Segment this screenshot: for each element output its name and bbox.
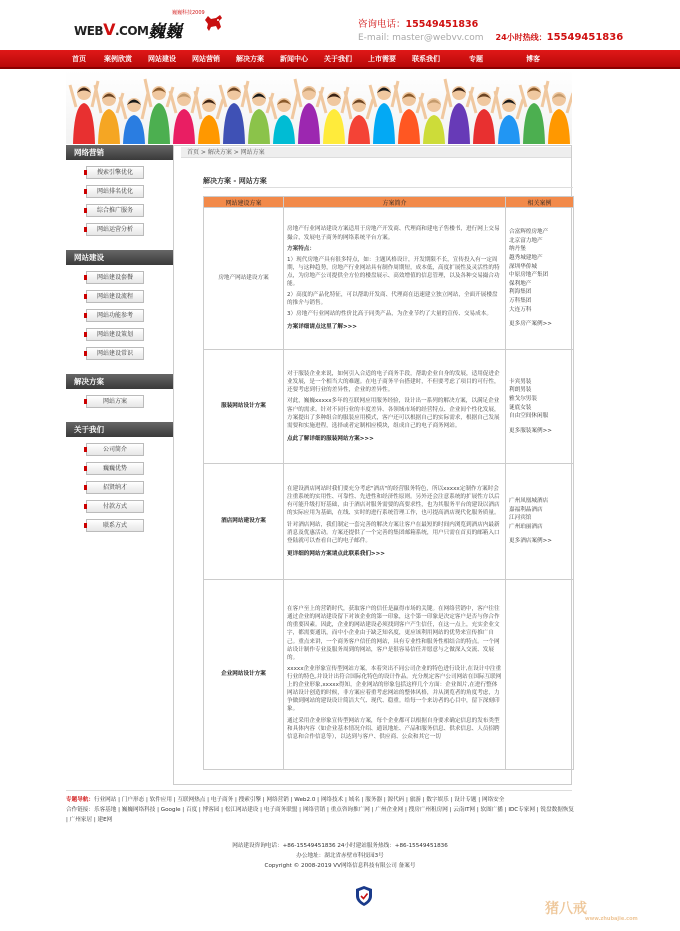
nav-item[interactable]: 网站营销 — [192, 55, 220, 63]
footer-copyright: Copyright © 2008-2019 VV网络信息科技有限公司 备案号 — [264, 862, 416, 869]
header — [0, 0, 680, 50]
sidebar-section-title: 解决方案 — [66, 374, 173, 389]
sidebar-item[interactable]: 网站建设常识 — [86, 347, 144, 360]
solutions-table — [203, 196, 574, 770]
solution-detail-link[interactable]: 更详细的网站方案请点此联系我们>>> — [287, 550, 385, 557]
footer-links — [66, 796, 576, 825]
summary-paragraph: 2）高度的产品化特征，可以帮助开发商、代理商在迅速建立独立网站，全面开展楼盘的推介与销售。 — [287, 292, 498, 307]
header-cases: 相关案例 — [506, 197, 574, 208]
case-link[interactable]: 万科集团 — [509, 298, 532, 305]
solution-summary — [284, 350, 506, 464]
case-link[interactable]: 保利地产 — [509, 280, 532, 287]
table-row — [204, 580, 574, 770]
solution-name[interactable]: 房地产网站建设方案 — [204, 208, 284, 350]
site-logo[interactable] — [74, 8, 234, 44]
sidebar-item[interactable]: 网站方案 — [86, 395, 144, 408]
nav-item[interactable]: 关于我们 — [324, 55, 352, 63]
nav-item[interactable]: 上市需要 — [368, 55, 396, 63]
sidebar — [66, 145, 174, 785]
table-row — [204, 464, 574, 580]
nav-item[interactable]: 网站建设 — [148, 55, 176, 63]
hotline-phone: 15549451836 — [546, 32, 624, 43]
main-nav — [0, 50, 680, 69]
breadcrumb[interactable]: 首页 > 解决方案 > 网站方案 — [181, 147, 571, 158]
sidebar-item[interactable]: 网站建设套餐 — [86, 271, 144, 284]
case-link[interactable]: 越秀城建地产 — [509, 254, 543, 261]
case-link[interactable]: 卡宾男装 — [509, 378, 532, 385]
consult-phone: 咨询电话：15549451836 — [358, 19, 479, 30]
table-row — [204, 350, 574, 464]
sidebar-item[interactable]: 网站功能参考 — [86, 309, 144, 322]
sidebar-section-title: 关于我们 — [66, 422, 173, 437]
summary-paragraph: 在建设酒店网站时我们要充分考虑"酒店"的经营服务特色，所以xxxxx定制作方案时会注重系统的实用性、可靠性、先进性和经济性原则。另外还会注意系统的扩展性方以后有可能升级打好基础，由于酒店对服务需要的高要求性，也为其服务平台的建设以酒店的实际应用为基础，在线、实时的进行系统管理工作，也可提高酒店现代化服务质量。 — [287, 486, 500, 517]
related-cases — [506, 208, 574, 350]
related-cases — [506, 350, 574, 464]
ox-logo-icon — [202, 10, 226, 34]
sidebar-list — [66, 265, 173, 374]
sidebar-section-title: 网络营销 — [66, 145, 173, 160]
contact-line — [358, 32, 623, 43]
more-cases-link[interactable]: 更多酒店案例>> — [509, 538, 552, 545]
case-link[interactable]: 利海集团 — [509, 289, 532, 296]
summary-paragraph: 方案特点： — [287, 245, 315, 252]
sidebar-item[interactable]: 招贤纳才 — [86, 481, 144, 494]
solution-name[interactable]: 企业网站设计方案 — [204, 580, 284, 770]
solution-name[interactable]: 酒店网站建设方案 — [204, 464, 284, 580]
footer-divider — [66, 790, 572, 791]
case-link[interactable]: 利朗男装 — [509, 387, 532, 394]
related-cases — [506, 580, 574, 770]
logo-subtitle: 巍巍科技2009 — [172, 10, 205, 16]
summary-paragraph: 1）现代房地产具有很多特点，如：主题风格设计，开发期限不长，宣传投入有一定周期，与这种趋势，房地产行业网站具有制作周期短，成本低，高度扩展性及灵活性的特点，为房地产公司提供全方位的楼盘展示、高效增值的信息管理，以及各种交易撮合功能。 — [287, 256, 500, 288]
summary-paragraph: 针对酒店网站，我们制定一套完善的解决方案让客户在最短的时间内浏览到酒店内最新消息及优惠活动。方案还提供了一个完善的集团邮箱系统，用户只需在首页的邮箱入口登陆就可以查看自己的电子邮件。 — [287, 521, 500, 544]
sidebar-list — [66, 160, 173, 250]
sidebar-item[interactable]: 联系方式 — [86, 519, 144, 532]
footer-address: 办公地址：湖北省赤壁市科技园3号 — [296, 852, 384, 859]
banner-people-image — [66, 71, 572, 144]
more-cases-link[interactable]: 更多房产案例>> — [509, 321, 552, 328]
solution-summary — [284, 208, 506, 350]
summary-paragraph: 在客户至上的营销时代，获取客户的信任是赢得市场的关键。在网络营销中，客户往往通过企业的网站建设留下对该企业的第一印象，这个第一印象是决定客户是否与你合作的重要因素。因此，企业的网站建设必须找到客户产生信任，在这一点上，充实企业文字，都需要通讯，而中小企业由于缺乏知名度，更应该利用网站的优势来宣传推广自己。重点来讲，一个商务客户信任的网站，具有专业性和服务性相结合的特点。一个网站设计制作专业及服务周到的网站，客户是很容易信任并愿意与之做深入交流、发展的。 — [287, 606, 500, 661]
sidebar-item[interactable]: 搜索引擎优化 — [86, 166, 144, 179]
sidebar-list — [66, 437, 173, 546]
logo-text: WEBV.COM — [74, 20, 149, 39]
summary-paragraph: 通过采用企业形象宣传型网站方案，每个企业都可以根据自身要求确定信息的发布类型和具体内容（如企业基本情况介绍、通讯地址、产品和服务信息、供求信息、人员招聘信息和合作信息等），以达到与客户、供应商、公众和其它一切 — [287, 717, 500, 740]
solution-detail-link[interactable]: 方案详细请点这里了解>>> — [287, 324, 357, 331]
sidebar-item[interactable]: 网站排名优化 — [86, 185, 144, 198]
case-link[interactable]: 谜底女装 — [509, 404, 532, 411]
table-header-row — [204, 197, 574, 208]
sidebar-list — [66, 389, 173, 422]
more-cases-link[interactable]: 更多服装案例>> — [509, 427, 552, 434]
case-link[interactable]: 广州珀丽酒店 — [509, 523, 543, 530]
summary-paragraph: 3）房地产行业网站的性价比高于同类产品，为企业节约了大量的宣传、交易成本。 — [287, 311, 492, 318]
summary-paragraph: 对此，巍巍xxxxx多年的互联网应用服务经验，设计出一系列的解决方案，以满足企业客户的需求。针对不同行业的丰度差异、各领域市场的经营特点、企业间个性化发展，方案提出了多种组合的服装应用模式，客户还可以根据自己的实际需求，根据自己发展需要和实施进程，选择或者定制相应模块，组成自己的电子商务网站。 — [287, 398, 500, 429]
page-title: 解决方案 - 网站方案 — [203, 177, 267, 185]
header-summary: 方案简介 — [284, 197, 506, 208]
email-text[interactable]: E-mail: master@webvv.com — [358, 33, 484, 43]
case-link[interactable]: 纳丹堡 — [509, 246, 526, 253]
solution-name[interactable]: 服装网站设计方案 — [204, 350, 284, 464]
case-link[interactable]: 自由空间休闲服 — [509, 413, 549, 420]
nav-item[interactable]: 联系我们 — [412, 55, 440, 63]
sidebar-item[interactable]: 网站建设流程 — [86, 290, 144, 303]
watermark-logo: 猪八戒 www.zhubajie.com — [545, 901, 638, 922]
nav-item[interactable]: 新闻中心 — [280, 55, 308, 63]
case-link[interactable]: 雅戈尔男装 — [509, 395, 537, 402]
sidebar-item[interactable]: 公司简介 — [86, 443, 144, 456]
sidebar-item[interactable]: 综合推广服务 — [86, 204, 144, 217]
sidebar-section-title: 网站建设 — [66, 250, 173, 265]
footer-phone: 网站建设咨询电话：+86-15549451836 24小时建站服务热线：+86-15549451836 — [232, 843, 448, 849]
case-link[interactable]: 深圳华侨城 — [509, 263, 537, 270]
sidebar-item[interactable]: 巍巍优势 — [86, 462, 144, 475]
nav-item[interactable]: 博客 — [526, 55, 540, 63]
summary-paragraph: 房地产行业网站建设方案适用于房地产开发商、代理商和建电子售楼书，进行网上交易撮合，发展电子商务的网络系统平台方案。 — [287, 226, 500, 241]
solution-summary — [284, 464, 506, 580]
case-link[interactable]: 嘉福利晶酒店 — [509, 506, 543, 513]
logo-chinese: 巍巍 — [148, 22, 182, 42]
certificate-badge-icon[interactable] — [354, 885, 374, 907]
solution-summary — [284, 580, 506, 770]
topic-nav[interactable]: 专题导航：行业网站 | 门户形态 | 软件应用 | 互联网热点 | 电子商务 | 搜索引擎 | 网络营销 | Web2.0 | 网络技术 | 域名 | 服务器 | 源代码 | 旅游 | 数字娱乐 | 设计专题 | 网络安全 — [66, 797, 505, 803]
hotline-label: 24小时热线： — [495, 33, 547, 42]
summary-paragraph: xxxxx企业形象宣传型网站方案，本着突出不同公司企业的特色进行设计,在设计中注重行业的特色,并设计出符合国际化特色的设计作品。充分规定客户公司网站在国际互联网上的企业形象,xxxxx得知，企业网站的形象包括这样几个方面：企业图片,在进行整体网站设计创造的时候，非方案应着重考虑网站的整体风格，并从浏览者的角度考虑，力争做到网站的建设设计简洁大气、现代、稳重。给每一个来访者的心目中，留下深刻印象。 — [287, 665, 502, 713]
footer-info — [0, 842, 680, 871]
table-row — [204, 208, 574, 350]
title-divider — [203, 187, 573, 188]
sidebar-item[interactable]: 付款方式 — [86, 500, 144, 513]
partner-links[interactable]: 合作链接：乐客基地 | 巍巍网络科技 | Google | 百度 | 博客园 | 松江网站建设 | 电子商务联盟 | 网络营销 | 重点咨询推广网 | 广州企业网 | 搜房广州租房网 | 云南IT网 | 软图广播 | IDC专家网 | 锐盘数据恢复 | 广州家居 | 建E网 — [66, 806, 575, 823]
case-link[interactable]: 大连万科 — [509, 306, 532, 313]
hero-banner — [66, 71, 572, 144]
case-link[interactable]: 中原房地产集团 — [509, 272, 549, 279]
case-link[interactable]: 北京富力地产 — [509, 237, 543, 244]
nav-item[interactable]: 案例欣赏 — [104, 55, 132, 63]
nav-item[interactable]: 首页 — [72, 55, 86, 63]
nav-item[interactable]: 解决方案 — [236, 55, 264, 63]
header-solution: 网站建设方案 — [204, 197, 284, 208]
case-link[interactable]: 广州凤凰城酒店 — [509, 497, 549, 504]
case-link[interactable]: 合富辉煌房地产 — [509, 228, 549, 235]
summary-paragraph: 对于服装企业来说，如何引入合适的电子商务手段，帮助企业自身的发展，适用促进企业发展，是一个相当大的难题。在电子商务平台搭建时，不但要考虑了项目的可行性，还要考虑到行业的差异性，企业的差异性。 — [287, 371, 500, 394]
nav-item[interactable]: 专题 — [469, 55, 483, 63]
solution-detail-link[interactable]: 点此了解详细的服装网站方案>>> — [287, 435, 374, 442]
sidebar-item[interactable]: 网站建设策划 — [86, 328, 144, 341]
sidebar-item[interactable]: 网站运营分析 — [86, 223, 144, 236]
case-link[interactable]: 江河宾馆 — [509, 515, 532, 522]
related-cases — [506, 464, 574, 580]
